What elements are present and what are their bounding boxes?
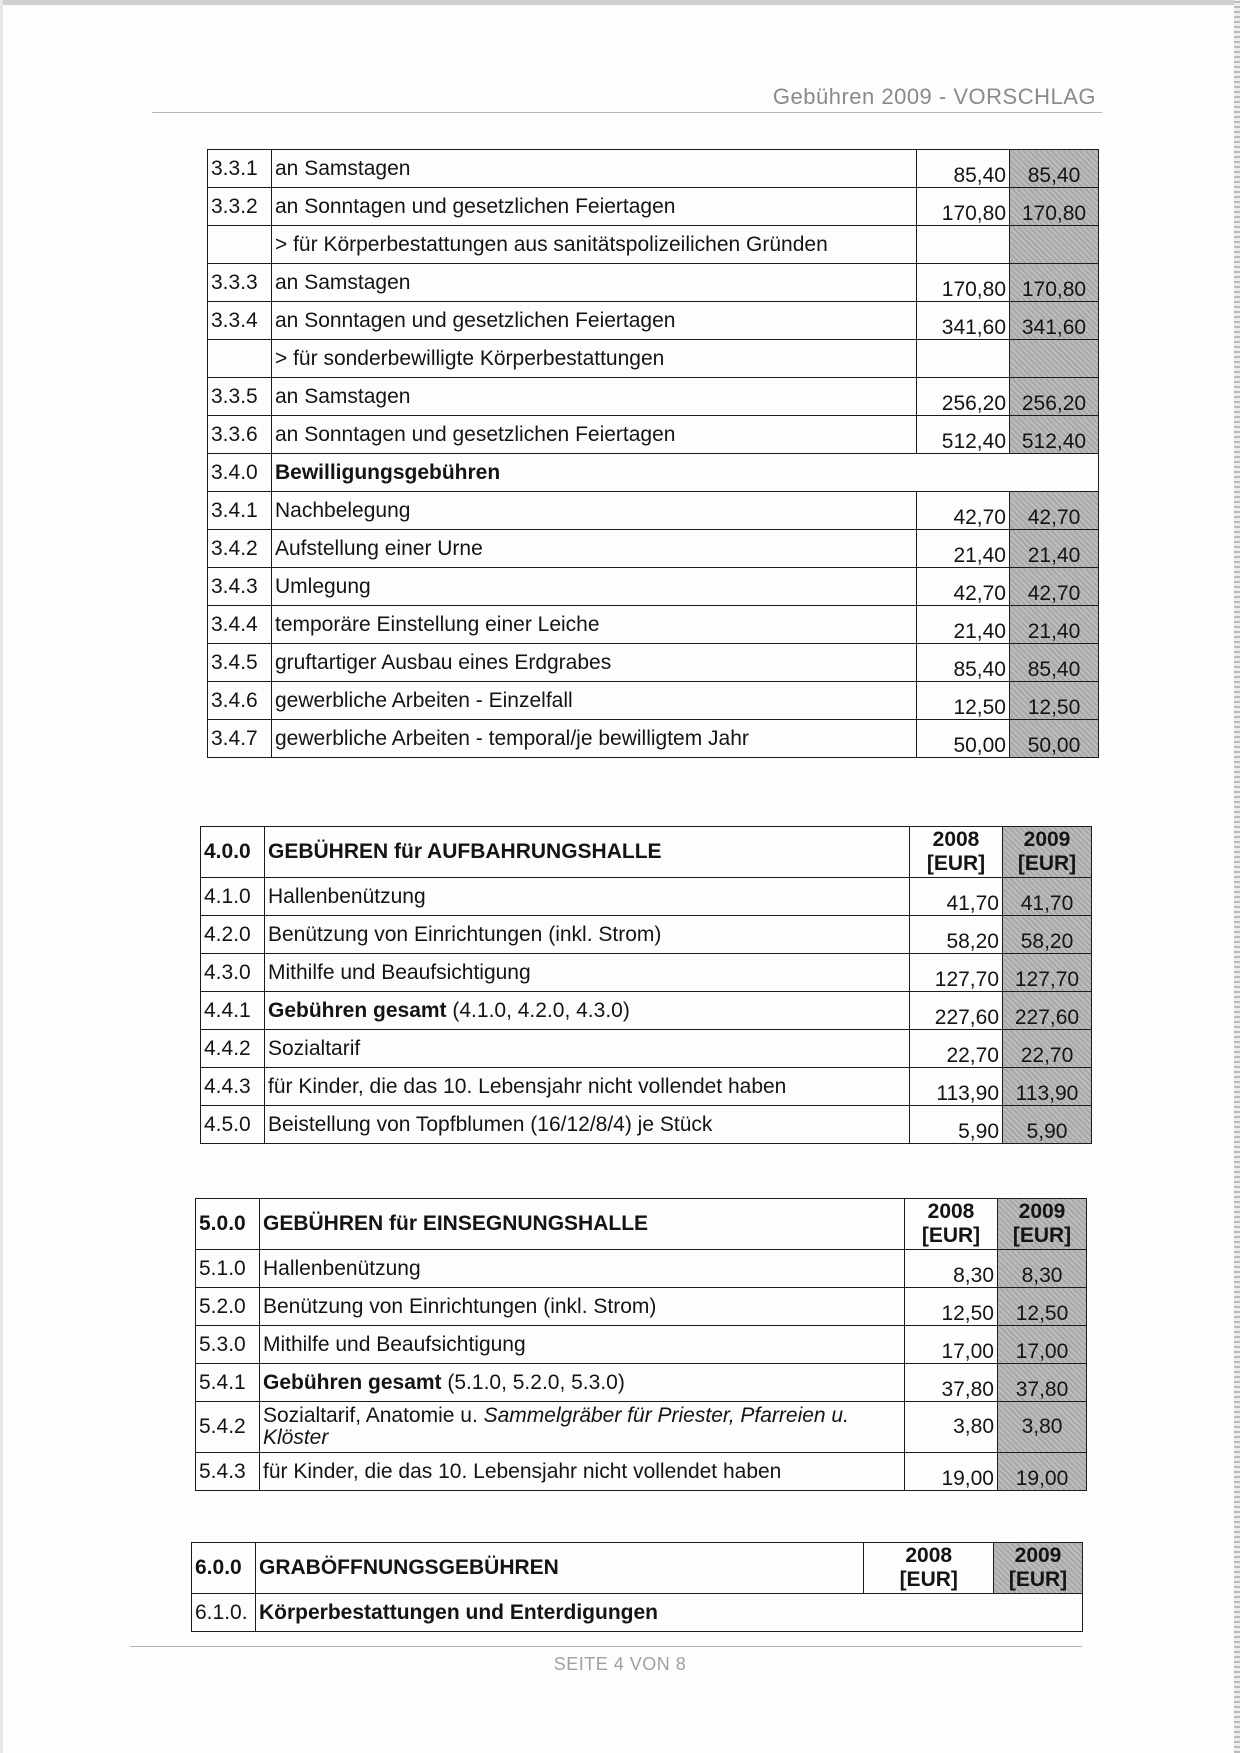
row-code: 4.4.1	[201, 992, 265, 1030]
row-code: 3.4.1	[208, 492, 272, 530]
table-row	[201, 954, 1092, 992]
table-row	[208, 378, 1099, 416]
table-row	[208, 416, 1099, 454]
unit: [EUR]	[926, 852, 986, 875]
row-description: gruftartiger Ausbau eines Erdgrabes	[272, 644, 917, 682]
value-2008: 170,80	[917, 188, 1010, 226]
row-code: 3.4.0	[208, 454, 272, 492]
row-code: 6.1.0.	[192, 1594, 256, 1632]
row-description	[260, 1364, 905, 1402]
row-code: 3.4.3	[208, 568, 272, 606]
value-2008: 42,70	[917, 568, 1010, 606]
value-2008	[917, 226, 1010, 264]
value-2009: 37,80	[998, 1364, 1087, 1402]
row-description: für Kinder, die das 10. Lebensjahr nicht vollendet haben	[265, 1068, 910, 1106]
value-2008: 21,40	[917, 530, 1010, 568]
value-2009: 256,20	[1010, 378, 1099, 416]
table-row	[208, 530, 1099, 568]
row-description: Benützung von Einrichtungen (inkl. Strom)	[260, 1288, 905, 1326]
value-2009: 12,50	[1010, 682, 1099, 720]
row-code: 3.3.1	[208, 150, 272, 188]
row-code: 3.3.3	[208, 264, 272, 302]
row-description: an Samstagen	[272, 378, 917, 416]
row-description: > für sonderbewilligte Körperbestattungen	[272, 340, 917, 378]
row-code: 5.4.1	[196, 1364, 260, 1402]
row-description-bold: Gebühren gesamt	[263, 1370, 442, 1394]
row-code: 3.3.2	[208, 188, 272, 226]
scan-edge-top	[0, 0, 1240, 5]
value-2008: 22,70	[910, 1030, 1003, 1068]
value-2009: 5,90	[1003, 1106, 1092, 1144]
subsection-title-text: Körperbestattungen und Enterdigungen	[259, 1600, 658, 1624]
table-row	[208, 720, 1099, 758]
row-description: gewerbliche Arbeiten - Einzelfall	[272, 682, 917, 720]
row-description-rest: (4.1.0, 4.2.0, 4.3.0)	[446, 998, 630, 1022]
unit: [EUR]	[1017, 852, 1077, 875]
value-2009: 227,60	[1003, 992, 1092, 1030]
section-title: GEBÜHREN für AUFBAHRUNGSHALLE	[265, 827, 910, 878]
row-description-rest: (5.1.0, 5.2.0, 5.3.0)	[441, 1370, 625, 1394]
section-code: 6.0.0	[192, 1543, 256, 1594]
value-2009: 127,70	[1003, 954, 1092, 992]
value-2008: 85,40	[917, 644, 1010, 682]
row-description	[265, 992, 910, 1030]
row-description: Aufstellung einer Urne	[272, 530, 917, 568]
table-row	[208, 682, 1099, 720]
value-2008: 50,00	[917, 720, 1010, 758]
value-2008: 8,30	[905, 1250, 998, 1288]
value-2009: 50,00	[1010, 720, 1099, 758]
row-description: an Samstagen	[272, 150, 917, 188]
value-2009: 58,20	[1003, 916, 1092, 954]
row-code: 3.3.6	[208, 416, 272, 454]
unit: [EUR]	[1008, 1568, 1068, 1591]
value-2009: 19,00	[998, 1453, 1087, 1491]
column-2009-header	[998, 1199, 1087, 1250]
value-2009: 12,50	[998, 1288, 1087, 1326]
row-description: an Samstagen	[272, 264, 917, 302]
scan-edge-left	[0, 0, 3, 1753]
value-2009: 21,40	[1010, 530, 1099, 568]
table-row	[196, 1364, 1087, 1402]
row-description: Mithilfe und Beaufsichtigung	[265, 954, 910, 992]
row-description: an Sonntagen und gesetzlichen Feiertagen	[272, 416, 917, 454]
row-code	[208, 226, 272, 264]
year-2009: 2009	[1018, 1200, 1066, 1223]
value-2008: 37,80	[905, 1364, 998, 1402]
value-2008: 42,70	[917, 492, 1010, 530]
row-description: gewerbliche Arbeiten - temporal/je bewilligtem Jahr	[272, 720, 917, 758]
row-code: 3.3.4	[208, 302, 272, 340]
column-2009-header	[994, 1543, 1083, 1594]
value-2009: 85,40	[1010, 150, 1099, 188]
scan-edge-right	[1234, 0, 1240, 1753]
row-description	[260, 1402, 905, 1453]
section-code: 4.0.0	[201, 827, 265, 878]
table-row	[201, 916, 1092, 954]
value-2008: 12,50	[917, 682, 1010, 720]
row-code: 4.2.0	[201, 916, 265, 954]
value-2009: 3,80	[998, 1402, 1087, 1453]
row-code: 5.4.2	[196, 1402, 260, 1453]
row-code: 5.4.3	[196, 1453, 260, 1491]
value-2009: 41,70	[1003, 878, 1092, 916]
table-row	[201, 1030, 1092, 1068]
row-code: 4.3.0	[201, 954, 265, 992]
row-description: Benützung von Einrichtungen (inkl. Strom)	[265, 916, 910, 954]
table-row	[208, 492, 1099, 530]
unit: [EUR]	[921, 1224, 981, 1247]
value-2008: 5,90	[910, 1106, 1003, 1144]
value-2008: 17,00	[905, 1326, 998, 1364]
table-row	[208, 150, 1099, 188]
year-2009: 2009	[1023, 828, 1071, 851]
value-2009: 42,70	[1010, 568, 1099, 606]
row-description-text: Sozialtarif, Anatomie u.	[263, 1404, 484, 1427]
table-row	[196, 1288, 1087, 1326]
column-2008-header	[905, 1199, 998, 1250]
row-code: 5.2.0	[196, 1288, 260, 1326]
row-description: an Sonntagen und gesetzlichen Feiertagen	[272, 188, 917, 226]
value-2008: 256,20	[917, 378, 1010, 416]
table-row	[196, 1250, 1087, 1288]
value-2009: 170,80	[1010, 188, 1099, 226]
subsection-title	[256, 1594, 1083, 1632]
table-row	[208, 188, 1099, 226]
row-description-bold: Gebühren gesamt	[268, 998, 447, 1022]
year-2008: 2008	[932, 828, 980, 851]
value-2008: 3,80	[905, 1402, 998, 1453]
value-2008: 21,40	[917, 606, 1010, 644]
table-header-row	[192, 1543, 1083, 1594]
row-description: Beistellung von Topfblumen (16/12/8/4) je Stück	[265, 1106, 910, 1144]
value-2009: 113,90	[1003, 1068, 1092, 1106]
row-description: Nachbelegung	[272, 492, 917, 530]
section-row	[208, 454, 1099, 492]
value-2008: 170,80	[917, 264, 1010, 302]
header-rule	[152, 112, 1102, 113]
value-2009: 85,40	[1010, 644, 1099, 682]
table-row	[208, 302, 1099, 340]
row-code: 4.4.3	[201, 1068, 265, 1106]
value-2008: 127,70	[910, 954, 1003, 992]
year-2008: 2008	[927, 1200, 975, 1223]
year-2008: 2008	[905, 1544, 953, 1567]
row-code: 5.1.0	[196, 1250, 260, 1288]
table-row	[201, 878, 1092, 916]
value-2009: 22,70	[1003, 1030, 1092, 1068]
table-row	[201, 992, 1092, 1030]
row-code: 3.4.5	[208, 644, 272, 682]
value-2009	[1010, 226, 1099, 264]
row-description: für Kinder, die das 10. Lebensjahr nicht vollendet haben	[260, 1453, 905, 1491]
table-row	[208, 226, 1099, 264]
value-2008: 512,40	[917, 416, 1010, 454]
row-description: temporäre Einstellung einer Leiche	[272, 606, 917, 644]
value-2009: 170,80	[1010, 264, 1099, 302]
row-code	[208, 340, 272, 378]
value-2009: 8,30	[998, 1250, 1087, 1288]
row-code: 3.3.5	[208, 378, 272, 416]
column-2008-header	[864, 1543, 994, 1594]
value-2008: 12,50	[905, 1288, 998, 1326]
row-code: 4.1.0	[201, 878, 265, 916]
year-2009: 2009	[1014, 1544, 1062, 1567]
table-row	[196, 1326, 1087, 1364]
section-title-text: Bewilligungsgebühren	[275, 460, 501, 484]
table-row	[208, 340, 1099, 378]
table-row	[208, 606, 1099, 644]
value-2008: 341,60	[917, 302, 1010, 340]
table-header-row	[201, 827, 1092, 878]
table-row	[196, 1402, 1087, 1453]
fee-table-6	[191, 1542, 1083, 1632]
row-code: 3.4.7	[208, 720, 272, 758]
table-row	[208, 568, 1099, 606]
row-code: 4.5.0	[201, 1106, 265, 1144]
row-description-italic: Sammelgräber für Priester, Pfarreien u. Klöster	[263, 1404, 849, 1449]
row-description: Hallenbenützung	[265, 878, 910, 916]
value-2009: 341,60	[1010, 302, 1099, 340]
value-2008: 85,40	[917, 150, 1010, 188]
row-description: Sozialtarif	[265, 1030, 910, 1068]
table-header-row	[196, 1199, 1087, 1250]
value-2009: 21,40	[1010, 606, 1099, 644]
value-2008: 41,70	[910, 878, 1003, 916]
section-title	[272, 454, 1099, 492]
unit: [EUR]	[1012, 1224, 1072, 1247]
value-2008: 58,20	[910, 916, 1003, 954]
value-2009: 17,00	[998, 1326, 1087, 1364]
row-code: 3.4.2	[208, 530, 272, 568]
column-2008-header	[910, 827, 1003, 878]
table-row	[196, 1453, 1087, 1491]
table-row	[201, 1106, 1092, 1144]
row-description: Umlegung	[272, 568, 917, 606]
table-row	[208, 644, 1099, 682]
row-code: 3.4.6	[208, 682, 272, 720]
page-footer: SEITE 4 VON 8	[553, 1654, 687, 1674]
value-2008	[917, 340, 1010, 378]
value-2008: 113,90	[910, 1068, 1003, 1106]
value-2009	[1010, 340, 1099, 378]
footer-rule	[130, 1646, 1082, 1647]
section-title: GRABÖFFNUNGSGEBÜHREN	[256, 1543, 864, 1594]
column-2009-header	[1003, 827, 1092, 878]
row-description: Hallenbenützung	[260, 1250, 905, 1288]
table-row	[208, 264, 1099, 302]
fee-table-5	[195, 1198, 1087, 1491]
section-row	[192, 1594, 1083, 1632]
row-description: Mithilfe und Beaufsichtigung	[260, 1326, 905, 1364]
row-code: 5.3.0	[196, 1326, 260, 1364]
value-2008: 227,60	[910, 992, 1003, 1030]
page-header: Gebühren 2009 - VORSCHLAG	[772, 84, 1096, 109]
section-title: GEBÜHREN für EINSEGNUNGSHALLE	[260, 1199, 905, 1250]
row-description: an Sonntagen und gesetzlichen Feiertagen	[272, 302, 917, 340]
table-row	[201, 1068, 1092, 1106]
unit: [EUR]	[899, 1568, 958, 1591]
row-code: 4.4.2	[201, 1030, 265, 1068]
section-code: 5.0.0	[196, 1199, 260, 1250]
row-code: 3.4.4	[208, 606, 272, 644]
row-description: > für Körperbestattungen aus sanitätspolizeilichen Gründen	[272, 226, 917, 264]
value-2009: 512,40	[1010, 416, 1099, 454]
value-2009: 42,70	[1010, 492, 1099, 530]
fee-table-4	[200, 826, 1092, 1144]
value-2008: 19,00	[905, 1453, 998, 1491]
fee-table-3	[207, 149, 1099, 758]
